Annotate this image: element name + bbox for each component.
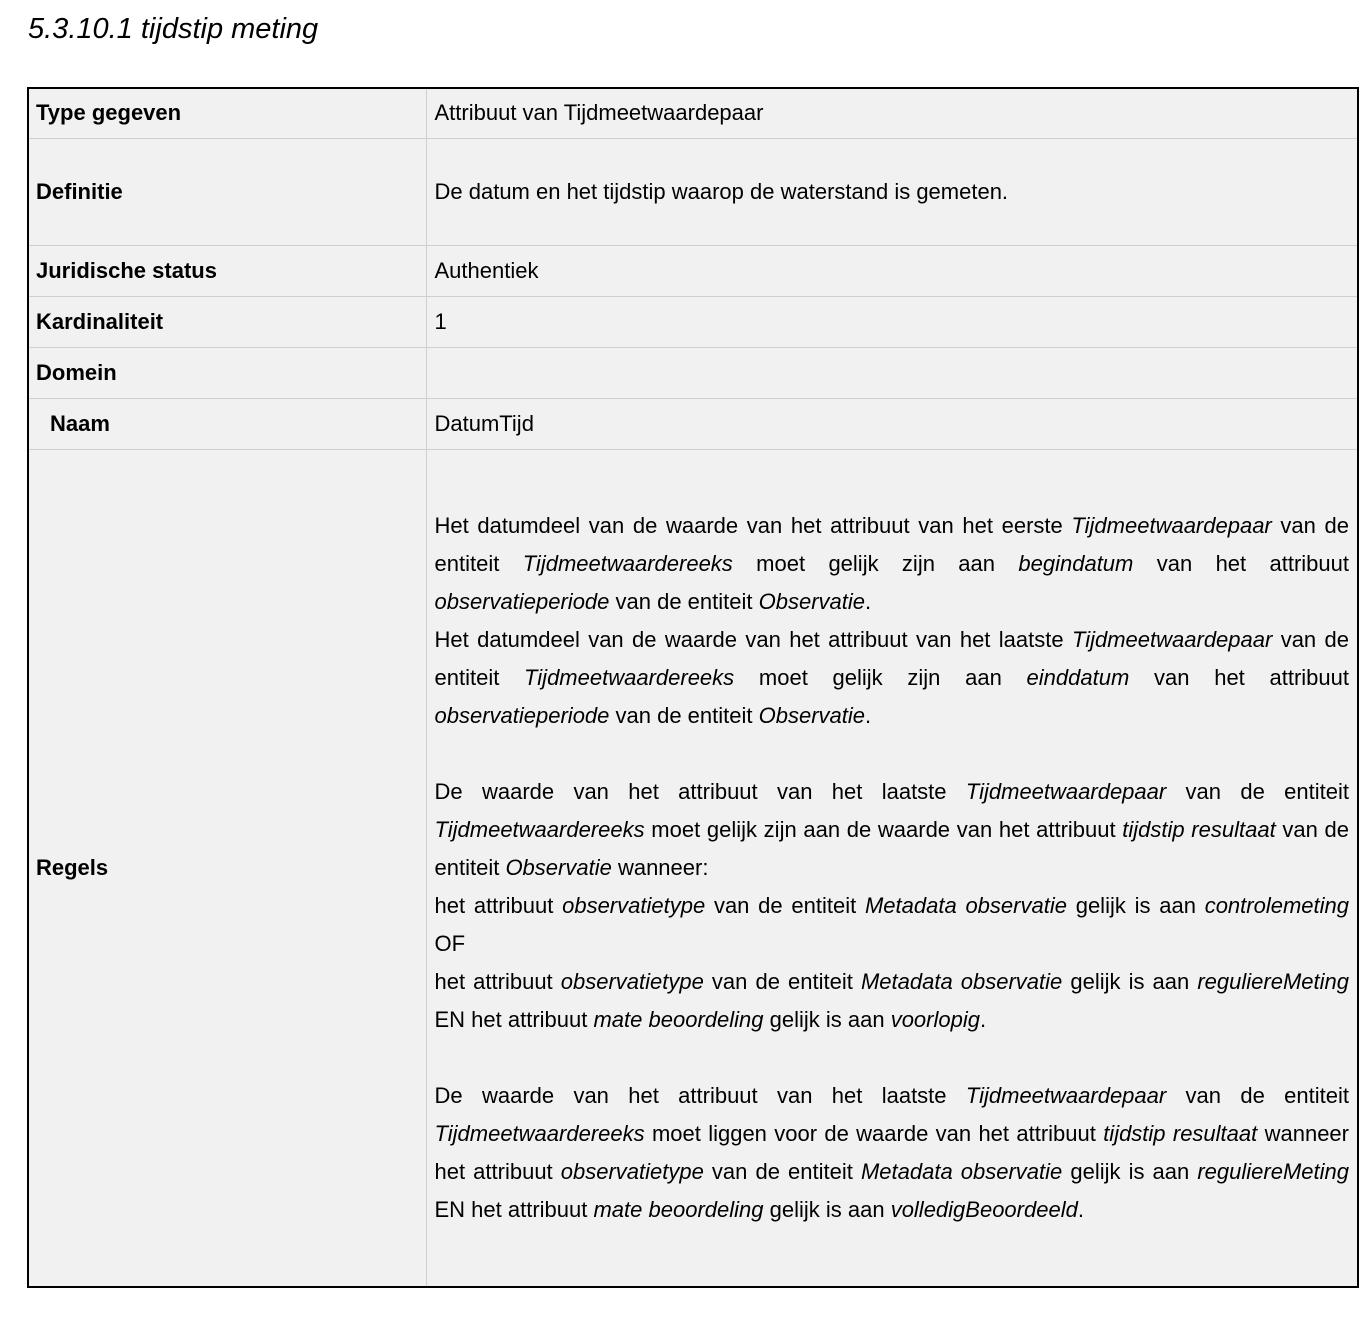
table-row-domein (28, 347, 1358, 398)
table-row-naam (28, 398, 1358, 449)
section-heading: 5.3.10.1 tijdstip meting (28, 13, 319, 45)
table-row-kardinaliteit (28, 296, 1358, 347)
attribute-spec-table (27, 87, 1359, 1288)
row-label-type-gegeven: Type gegeven (28, 88, 426, 138)
row-value-kardinaliteit: 1 (426, 296, 1358, 347)
regels-paragraph: het attribuut observatietype van de entiteit Metadata observatie gelijk is aan reguliereMeting EN het attribuut mate beoordeling gelijk is aan voorlopig. (434, 968, 1349, 1032)
row-value-naam: DatumTijd (426, 398, 1358, 449)
table-row-regels (28, 449, 1358, 1287)
table-row-definitie (28, 138, 1358, 245)
row-label-regels: Regels (28, 449, 426, 1287)
row-label-naam: Naam (28, 398, 426, 449)
table-row-type-gegeven (28, 88, 1358, 138)
regels-paragraph: De waarde van het attribuut van het laatste Tijdmeetwaardepaar van de entiteit Tijdmeetwaardereeks moet gelijk zijn aan de waarde van het attribuut tijdstip resultaat van de entiteit Observatie wanneer: (434, 778, 1349, 880)
row-label-definitie: Definitie (28, 138, 426, 245)
regels-paragraph: De waarde van het attribuut van het laatste Tijdmeetwaardepaar van de entiteit Tijdmeetwaardereeks moet liggen voor de waarde van het attribuut tijdstip resultaat wanneer het attribuut observatietype van de entiteit Metadata observatie gelijk is aan reguliereMeting EN het attribuut mate beoordeling gelijk is aan volledigBeoordeeld. (434, 1082, 1349, 1222)
table-row-juridische-status (28, 245, 1358, 296)
regels-paragraph: Het datumdeel van de waarde van het attribuut van het eerste Tijdmeetwaardepaar van de entiteit Tijdmeetwaardereeks moet gelijk zijn aan begindatum van het attribuut observatieperiode van de entiteit Observatie. (434, 512, 1350, 614)
row-value-juridische-status: Authentiek (426, 245, 1358, 296)
row-value-definitie: De datum en het tijdstip waarop de waterstand is gemeten. (426, 138, 1358, 245)
row-label-kardinaliteit: Kardinaliteit (28, 296, 426, 347)
row-value-regels (426, 449, 1358, 1287)
regels-paragraph: Het datumdeel van de waarde van het attribuut van het laatste Tijdmeetwaardepaar van de entiteit Tijdmeetwaardereeks moet gelijk zijn aan einddatum van het attribuut observatieperiode van de entiteit Observatie. (434, 626, 1350, 728)
row-value-type-gegeven: Attribuut van Tijdmeetwaardepaar (426, 88, 1358, 138)
row-label-domein: Domein (28, 347, 426, 398)
row-label-juridische-status: Juridische status (28, 245, 426, 296)
row-value-domein (426, 347, 1358, 398)
regels-text (435, 507, 1350, 1229)
regels-paragraph: het attribuut observatietype van de entiteit Metadata observatie gelijk is aan controlemeting OF (434, 892, 1349, 956)
